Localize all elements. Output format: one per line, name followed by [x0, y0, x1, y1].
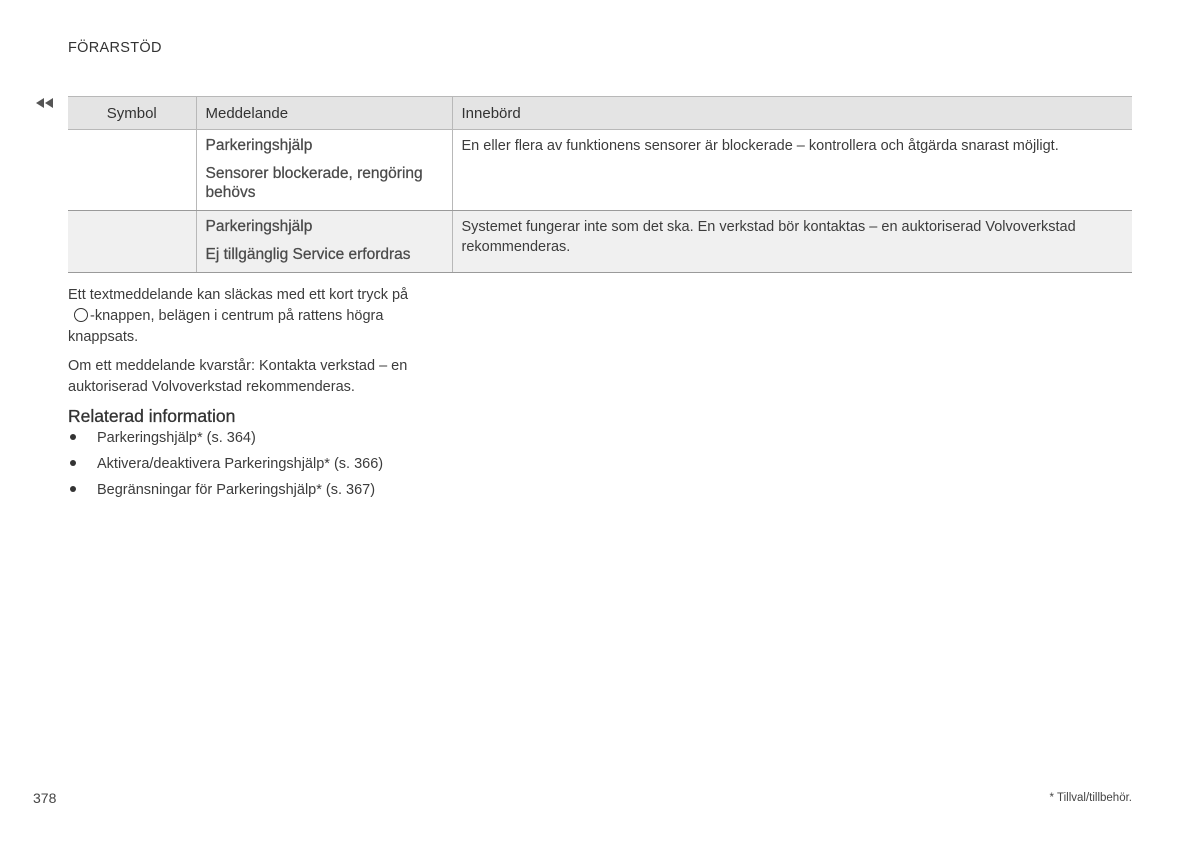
- column-header-message: Meddelande: [196, 97, 452, 130]
- meaning-cell: En eller flera av funktionens sensorer är blockerade – kontrollera och åtgärda snarast möjligt.: [452, 130, 1132, 211]
- bullet-icon: [70, 460, 76, 466]
- table-row: [68, 211, 1132, 273]
- meaning-cell: Systemet fungerar inte som det ska. En verkstad bör kontaktas – en auktoriserad Volvoverkstad rekommenderas.: [452, 211, 1132, 273]
- paragraph-persist: Om ett meddelande kvarstår: Kontakta verkstad – en auktoriserad Volvoverkstad rekommenderas.: [68, 358, 408, 395]
- related-info-title: Relaterad information: [68, 406, 236, 426]
- footnote: * Tillval/tillbehör.: [1049, 792, 1132, 804]
- message-table: [68, 96, 1132, 273]
- table-row: [68, 130, 1132, 211]
- bullet-icon: [70, 434, 76, 440]
- ring-button-icon: [74, 308, 88, 322]
- bullet-icon: [70, 486, 76, 492]
- related-info-list: [68, 428, 383, 506]
- message-cell: [196, 130, 452, 211]
- page-number: 378: [33, 790, 57, 806]
- message-line: Parkeringshjälp: [205, 137, 313, 154]
- related-link-label: Begränsningar för Parkeringshjälp* (s. 367): [97, 482, 376, 498]
- related-link[interactable]: [68, 454, 383, 480]
- column-header-meaning: Innebörd: [452, 97, 1132, 130]
- message-cell: [196, 211, 452, 273]
- double-chevron-left-icon[interactable]: [35, 97, 55, 109]
- table-header-row: [68, 97, 1132, 130]
- related-link[interactable]: [68, 480, 383, 506]
- paragraph-text: -knappen, belägen i centrum på rattens högra knappsats.: [68, 308, 384, 345]
- column-header-symbol: Symbol: [68, 97, 196, 130]
- related-link-label: Parkeringshjälp* (s. 364): [97, 430, 256, 446]
- symbol-cell: [68, 211, 196, 273]
- related-link[interactable]: [68, 428, 383, 454]
- related-link-label: Aktivera/deaktivera Parkeringshjälp* (s. 366): [97, 456, 384, 472]
- message-line: Sensorer blockerade, rengöring behövs: [205, 165, 423, 201]
- symbol-cell: [68, 130, 196, 211]
- paragraph-text: Ett textmeddelande kan släckas med ett kort tryck på: [68, 287, 409, 303]
- message-line: Ej tillgänglig Service erfordras: [205, 246, 411, 263]
- section-header: FÖRARSTÖD: [68, 40, 162, 56]
- body-text: [68, 285, 413, 406]
- paragraph-dismiss: [68, 285, 413, 348]
- message-line: Parkeringshjälp: [205, 218, 313, 235]
